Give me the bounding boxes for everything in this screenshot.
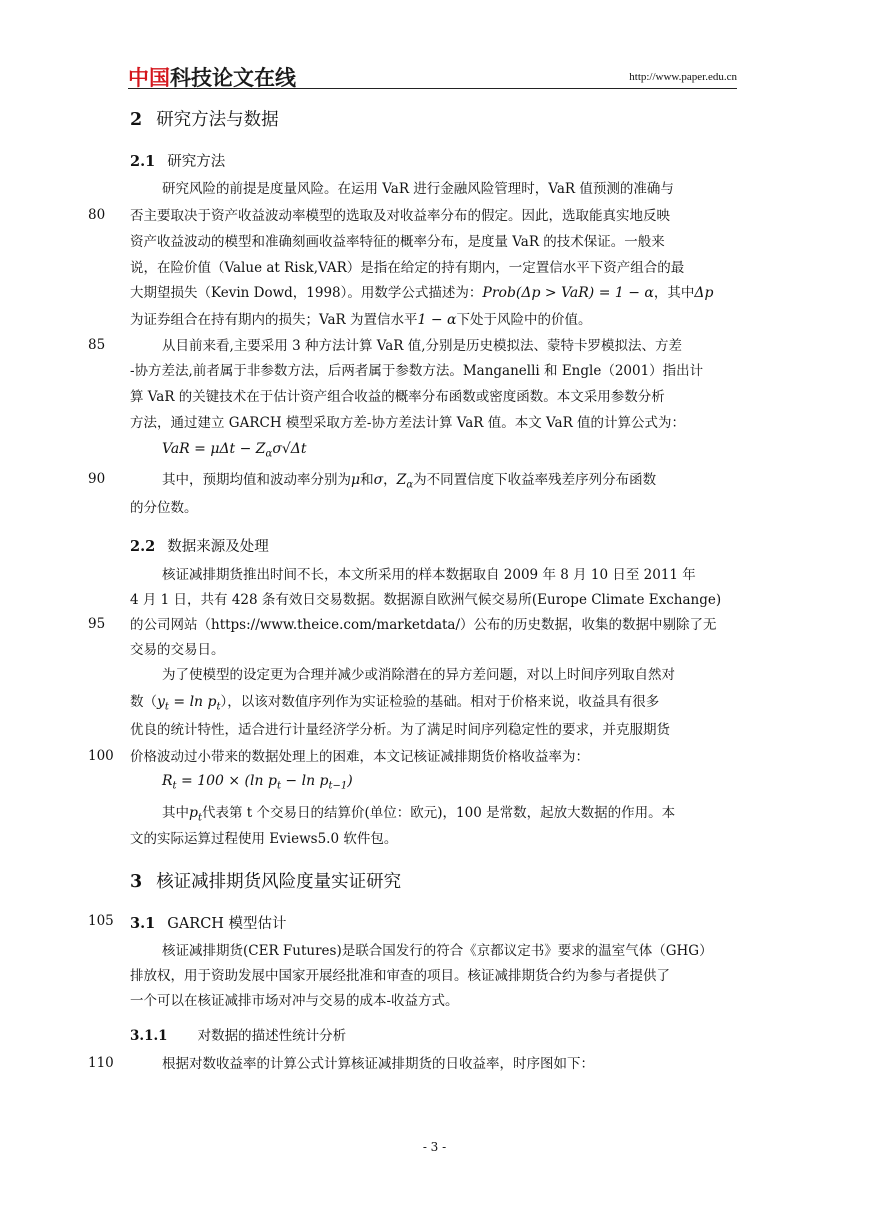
- text-line: 核证减排期货推出时间不长，本文所采用的样本数据取自 2009 年 8 月 10 日至 2011 年: [162, 567, 696, 583]
- text-line: 的公司网站（https://www.theice.com/marketdata/）公布的历史数据，收集的数据中剔除了无: [130, 617, 717, 633]
- text-line: 否主要取决于资产收益波动率模型的选取及对收益率分布的假定。因此，选取能真实地反映: [130, 208, 670, 224]
- header-url[interactable]: http://www.paper.edu.cn: [629, 71, 737, 83]
- line-number: 80: [88, 207, 106, 223]
- text-line: 资产收益波动的模型和准确刻画收益率特征的概率分布，是度量 VaR 的技术保证。一般来: [130, 234, 665, 250]
- text-line: 核证减排期货(CER Futures)是联合国发行的符合《京都议定书》要求的温室气体（GHG）: [162, 943, 713, 959]
- text-line: 交易的交易日。: [130, 642, 225, 658]
- line-number: 90: [88, 471, 106, 487]
- text-line: 4 月 1 日，共有 428 条有效日交易数据。数据源自欧洲气候交易所(Europe Climate Exchange): [130, 592, 722, 608]
- equation: $R_t = 100 \times (\ln$ $p_t - \ln p_{t-1}$): [162, 773, 353, 792]
- section-heading: 3 核证减排期货风险度量实证研究: [130, 872, 402, 892]
- text-line: 算 VaR 的关键技术在于估计资产组合收益的概率分布函数或密度函数。本文采用参数分析: [130, 389, 665, 405]
- subsection-heading: 2.1 研究方法: [130, 153, 226, 170]
- formula: Δp: [694, 285, 714, 301]
- logo-text: 科技论文在线: [170, 66, 296, 90]
- text-line: 根据对数收益率的计算公式计算核证减排期货的日收益率，时序图如下：: [162, 1056, 594, 1072]
- text-line: 一个可以在核证减排市场对冲与交易的成本-收益方式。: [130, 993, 459, 1009]
- text-line: 价格波动过小带来的数据处理上的困难，本文记核证减排期货价格收益率为：: [130, 749, 589, 765]
- subsubsection-heading: 3.1.1 对数据的描述性统计分析: [130, 1028, 347, 1044]
- text-line: 文的实际运算过程使用 Eviews5.0 软件包。: [130, 831, 398, 847]
- text-line: 方法，通过建立 GARCH 模型采取方差-协方差法计算 VaR 值。本文 VaR 值的计算公式为：: [130, 415, 686, 431]
- line-number: 105: [88, 913, 114, 929]
- formula: 1 − α: [417, 312, 457, 328]
- subsection-heading: 2.2 数据来源及处理: [130, 538, 269, 555]
- header-rule: [128, 88, 737, 89]
- text-line: 大期望损失（Kevin Dowd，1998）。用数学公式描述为：Prob(Δp > VaR) = 1 − α，其中Δp: [130, 285, 714, 301]
- text-line: -协方差法,前者属于非参数方法，后两者属于参数方法。Manganelli 和 Engle（2001）指出计: [130, 363, 704, 379]
- text-line: 从目前来看,主要采用 3 种方法计算 VaR 值,分别是历史模拟法、蒙特卡罗模拟法、方差: [162, 338, 683, 354]
- line-number: 110: [88, 1055, 114, 1071]
- text-line: 排放权，用于资助发展中国家开展经批准和审查的项目。核证减排期货合约为参与者提供了: [130, 968, 670, 984]
- formula: Prob(Δp > VaR) = 1 − α: [482, 285, 654, 301]
- equation: VaR = $\mu\Delta t - Z_\alpha\sigma√\Delta t$: [162, 441, 307, 460]
- line-number: 100: [88, 748, 114, 764]
- text-line: 的分位数。: [130, 500, 198, 516]
- section-heading: 2 研究方法与数据: [130, 110, 279, 130]
- text-line: 为了使模型的设定更为合理并减少或消除潜在的异方差问题，对以上时间序列取自然对: [162, 667, 675, 683]
- line-number: 95: [88, 616, 106, 632]
- text-line: 数$(y_t = \ln p_t)$，以该对数值序列作为实证检验的基础。相对于价格来说，收益具有很多: [130, 694, 660, 713]
- text-line: 说，在险价值（Value at Risk,VAR）是指在给定的持有期内，一定置信水平下资产组合的最: [130, 260, 685, 276]
- text-line: 为证券组合在持有期内的损失；VaR 为置信水平1 − α下处于风险中的价值。: [130, 312, 592, 328]
- text-line: 其中，预期均值和波动率分别为μ和σ，$Z_\alpha$为不同置信度下收益率残差序列分布函数: [162, 472, 657, 491]
- text-line: 研究风险的前提是度量风险。在运用 VaR 进行金融风险管理时，VaR 值预测的准确与: [162, 181, 674, 197]
- subsection-heading: 3.1 GARCH 模型估计: [130, 915, 287, 932]
- page-number: - 3 -: [422, 1140, 447, 1154]
- line-number: 85: [88, 337, 106, 353]
- text-line: 优良的统计特性，适合进行计量经济学分析。为了满足时间序列稳定性的要求，并克服期货: [130, 722, 670, 738]
- text-line: 其中$p_t$代表第 t 个交易日的结算价(单位：欧元)，100 是常数，起放大数据的作用。本: [162, 805, 676, 824]
- logo-red-text: 中国: [128, 66, 170, 90]
